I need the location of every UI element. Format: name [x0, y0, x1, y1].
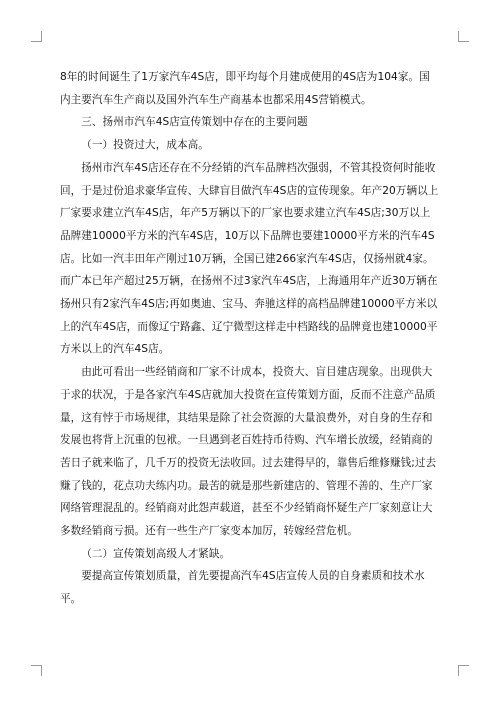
paragraph-investment: 扬州市汽车4S店还存在不分经销的汽车品牌档次强弱，不管其投资何时能收回，于是过份追求豪华宣传、大肆盲目做汽车4S店的宣传现象。年产20万辆以上厂家要求建立汽车4S店，年产5万辆以下的厂家也要求建立汽车4S店;30万以上品牌建10000平方米的汽车4S店，10万以下品牌也要建10000平方米的汽车4S店。比如一汽丰田年产刚过10万辆，全国已建266家汽车4S店，仅扬州就4家。而广本已年产超过25万辆，在扬州不过3家汽车4S店，上海通用年产近30万辆在扬州只有2家汽车4S店;再如奥迪、宝马、奔驰这样的高档品牌建10000平方米以上的汽车4S店，而像辽宁路鑫、辽宁微型这样走中档路线的品牌竟也建10000平方米以上的汽车4S店。	[60, 161, 439, 356]
paragraph-talent: 要提高宣传策划质量，首先要提高汽车4S店宣传人员的自身素质和技术水平。	[60, 570, 425, 606]
crop-mark-top-right	[458, 31, 469, 42]
document-body	[60, 66, 440, 611]
paragraph-continuation: 8年的时间诞生了1万家汽车4S店，即平均每个月建成使用的4S店为104家。国内主要汽车生产商以及国外汽车生产商基本也都采用4S营销模式。	[60, 71, 430, 106]
paragraph-consequences: 由此可看出一些经销商和厂家不计成本，投资大、盲目建店现象。出现供大于求的状况，于是各家汽车4S店就加大投资在宣传策划方面，反而不注意产品质量，这有悖于市场规律，其结果是除了社会资源的大量浪费外，对自身的生存和发展也将背上沉重的包袱。一旦遇到老百姓持币待购、汽车增长放缓，经销商的苦日子就来临了，几千万的投资无法收回。过去建得早的，靠售后维修赚钱;过去赚了钱的，花点功夫练内功。最苦的就是那些新建店的、管理不善的、生产厂家网络管理混乱的。经销商对此怨声载道，甚至不少经销商怀疑生产厂家刻意让大多数经销商亏损。还有一些生产厂家变本加厉，转嫁经营危机。	[60, 366, 437, 538]
crop-mark-bottom-left	[31, 665, 42, 676]
subsection-heading-talent: （二）宣传策划高级人才紧缺。	[81, 547, 231, 560]
crop-mark-top-left	[31, 31, 42, 42]
crop-mark-bottom-right	[458, 665, 469, 676]
section-heading: 三、扬州市汽车4S店宣传策划中存在的主要问题	[81, 116, 308, 129]
subsection-heading-investment: （一）投资过大，成本高。	[81, 139, 209, 152]
